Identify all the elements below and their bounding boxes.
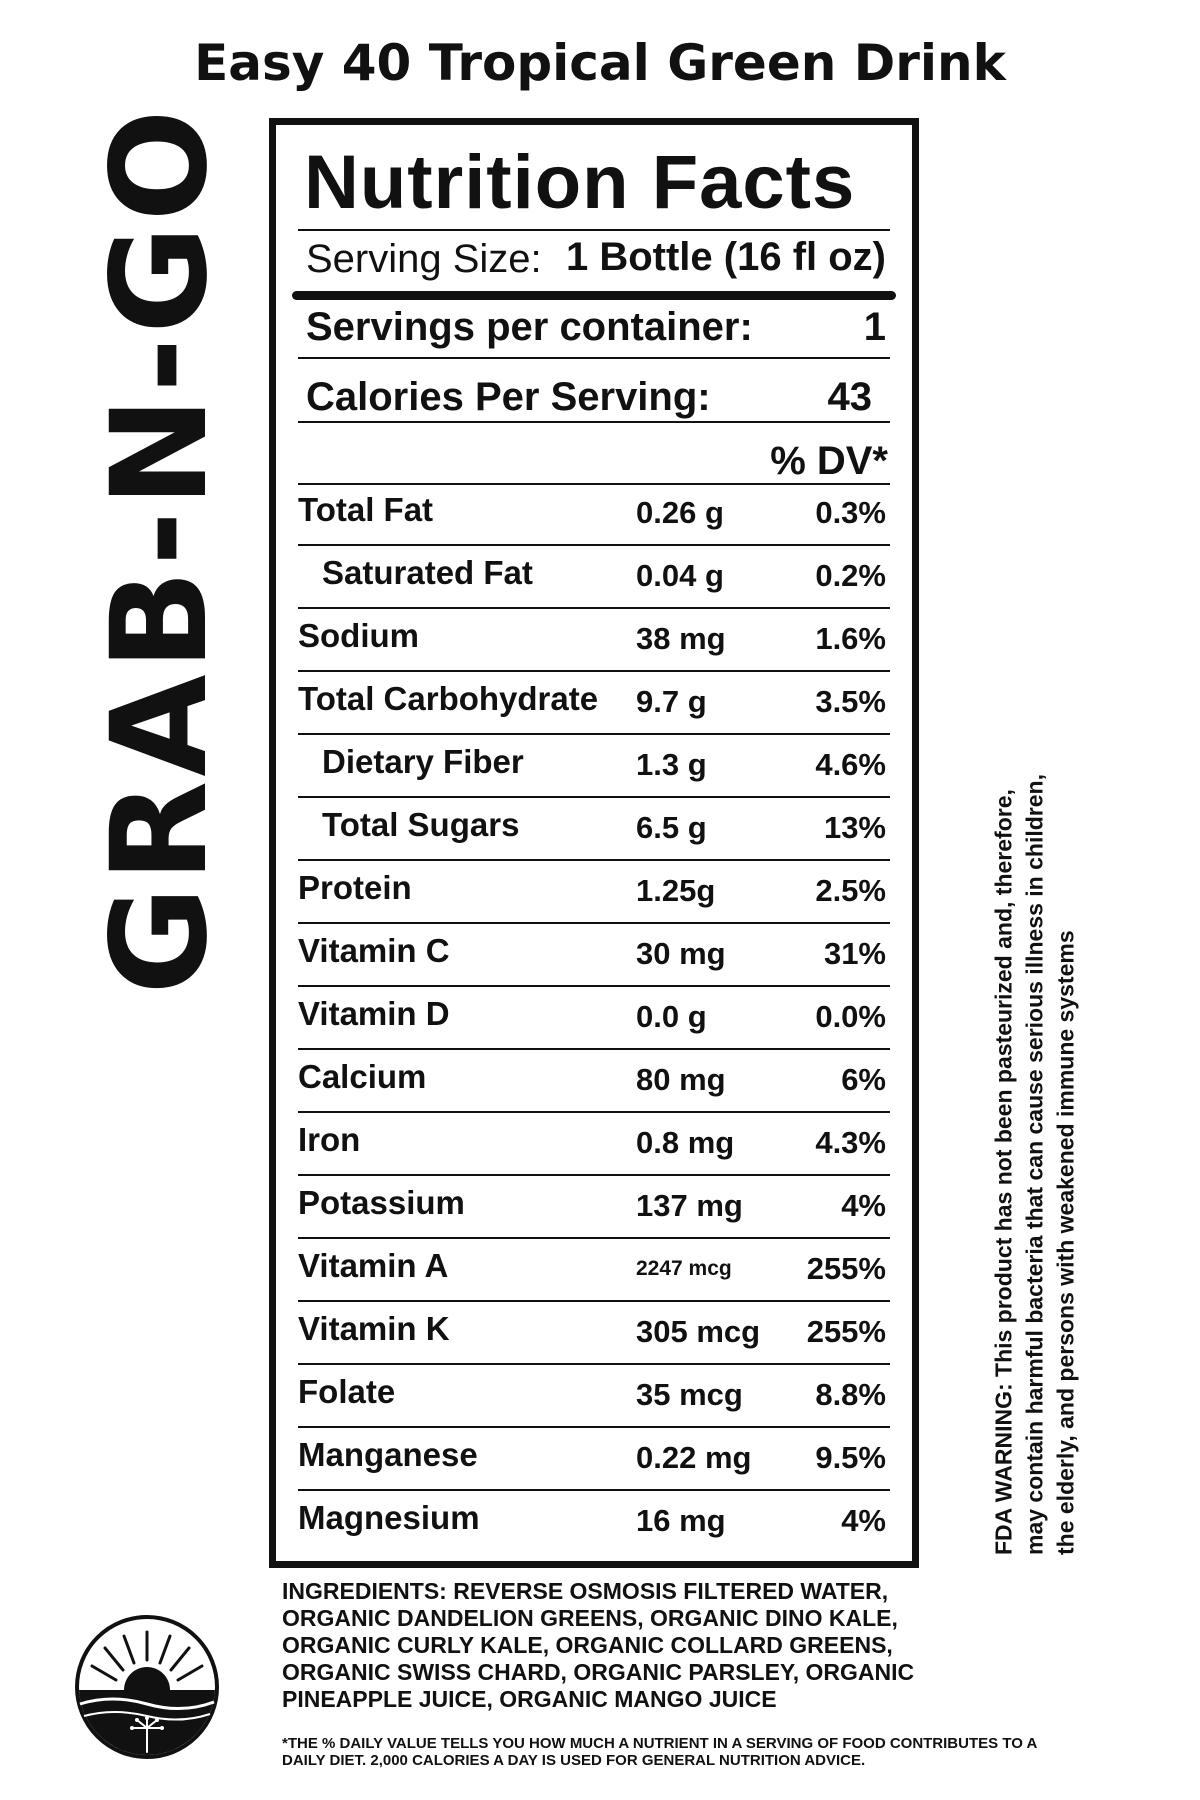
nutrient-row: [298, 1050, 890, 1113]
nutrient-row: [298, 735, 890, 798]
daily-value-footnote: *THE % DAILY VALUE TELLS YOU HOW MUCH A NUTRIENT IN A SERVING OF FOOD CONTRIBUTES TO A DAILY DIET. 2,000 CALORIES A DAY IS USED FOR GENERAL NUTRITION ADVICE.: [282, 1735, 1037, 1769]
nutrient-amount: 9.7 g: [636, 684, 707, 719]
nutrient-row: [298, 1302, 890, 1365]
nutrient-amount: 0.0 g: [636, 999, 707, 1034]
nutrient-amount: 1.3 g: [636, 747, 707, 782]
nutrient-amount: 6.5 g: [636, 810, 707, 845]
nutrient-name: Saturated Fat: [322, 554, 533, 591]
nutrient-dv: 4.6%: [815, 747, 886, 782]
nutrient-dv: 31%: [823, 936, 886, 971]
nutrient-row: [298, 609, 890, 672]
nutrient-dv: 9.5%: [815, 1440, 886, 1475]
nutrient-row: [298, 987, 890, 1050]
nutrient-row: [298, 1113, 890, 1176]
daily-value-header: % DV*: [770, 439, 888, 483]
nutrient-amount: 1.25g: [636, 873, 716, 908]
fda-warning: FDA WARNING: This product has not been pasteurized and, therefore, may contain harmful bacteria that can cause serious illness in children, the elderly, and persons with weakened immune systems: [990, 774, 1079, 1555]
nutrient-name: Vitamin C: [298, 932, 450, 969]
serving-size-label: Serving Size:: [306, 237, 542, 281]
nutrient-name: Calcium: [298, 1058, 427, 1095]
divider: [298, 229, 890, 231]
nutrient-amount: 16 mg: [636, 1503, 726, 1538]
nutrient-name: Iron: [298, 1121, 361, 1158]
nutrient-amount: 38 mg: [636, 621, 726, 656]
nutrient-name: Manganese: [298, 1436, 478, 1473]
nutrient-row: [298, 546, 890, 609]
nutrient-name: Vitamin A: [298, 1247, 449, 1284]
nutrition-facts-panel: [269, 118, 919, 1568]
nutrient-row: [298, 798, 890, 861]
nutrient-row: [298, 672, 890, 735]
calories-label: Calories Per Serving:: [306, 375, 711, 419]
nutrient-name: Potassium: [298, 1184, 465, 1221]
sunrise-logo-icon: [72, 1612, 222, 1762]
nutrient-row: [298, 1491, 890, 1554]
nutrient-dv: 0.3%: [815, 495, 886, 530]
nutrient-dv: 1.6%: [815, 621, 886, 656]
nutrient-row: [298, 483, 890, 546]
divider: [298, 357, 890, 359]
nutrient-dv: 4.3%: [815, 1125, 886, 1160]
serving-size-value: 1 Bottle (16 fl oz): [565, 235, 886, 279]
nutrient-dv: 0.2%: [815, 558, 886, 593]
servings-label: Servings per container:: [306, 305, 753, 349]
nutrient-row: [298, 1176, 890, 1239]
nutrient-name: Total Sugars: [322, 806, 520, 843]
product-title: Easy 40 Tropical Green Drink: [194, 34, 1006, 92]
nutrient-dv: 4%: [841, 1503, 886, 1538]
nutrient-name: Total Fat: [298, 491, 434, 528]
nutrient-row: [298, 1365, 890, 1428]
nutrient-amount: 2247 mcg: [636, 1257, 732, 1280]
nutrition-facts-heading: Nutrition Facts: [304, 140, 856, 225]
nutrient-dv: 255%: [806, 1251, 886, 1286]
nutrient-name: Magnesium: [298, 1499, 480, 1536]
nutrient-dv: 13%: [823, 810, 886, 845]
nutrient-amount: 80 mg: [636, 1062, 726, 1097]
nutrient-dv: 255%: [806, 1314, 886, 1349]
nutrient-amount: 0.26 g: [636, 495, 724, 530]
calories-value: 43: [827, 375, 872, 419]
nutrient-amount: 0.22 mg: [636, 1440, 752, 1475]
thick-divider: [292, 291, 896, 300]
ingredients-list: INGREDIENTS: REVERSE OSMOSIS FILTERED WATER, ORGANIC DANDELION GREENS, ORGANIC DINO KALE, ORGANIC CURLY KALE, ORGANIC COLLARD GREENS, ORGANIC SWISS CHARD, ORGANIC PARSLEY, ORGANIC PINEAPPLE JUICE, ORGANIC MANGO JUICE: [282, 1578, 915, 1712]
nutrient-dv: 6%: [841, 1062, 886, 1097]
nutrient-amount: 0.04 g: [636, 558, 724, 593]
brand-side-text: GRAB-N-GO: [83, 105, 237, 995]
nutrient-amount: 0.8 mg: [636, 1125, 735, 1160]
nutrient-amount: 35 mcg: [636, 1377, 743, 1412]
nutrient-amount: 137 mg: [636, 1188, 743, 1223]
divider: [298, 421, 890, 423]
nutrient-dv: 2.5%: [815, 873, 886, 908]
nutrient-name: Sodium: [298, 617, 419, 654]
nutrient-row: [298, 1239, 890, 1302]
nutrient-row: [298, 924, 890, 987]
servings-value: 1: [863, 305, 886, 349]
nutrient-name: Total Carbohydrate: [298, 680, 599, 717]
nutrient-dv: 4%: [841, 1188, 886, 1223]
nutrient-amount: 305 mcg: [636, 1314, 761, 1349]
nutrient-name: Vitamin D: [298, 995, 450, 1032]
nutrient-row: [298, 861, 890, 924]
nutrient-amount: 30 mg: [636, 936, 726, 971]
nutrient-name: Protein: [298, 869, 412, 906]
nutrient-name: Folate: [298, 1373, 396, 1410]
nutrient-dv: 3.5%: [815, 684, 886, 719]
nutrient-row: [298, 1428, 890, 1491]
nutrient-name: Dietary Fiber: [322, 743, 524, 780]
nutrient-dv: 0.0%: [815, 999, 886, 1034]
nutrient-dv: 8.8%: [815, 1377, 886, 1412]
nutrient-name: Vitamin K: [298, 1310, 450, 1347]
